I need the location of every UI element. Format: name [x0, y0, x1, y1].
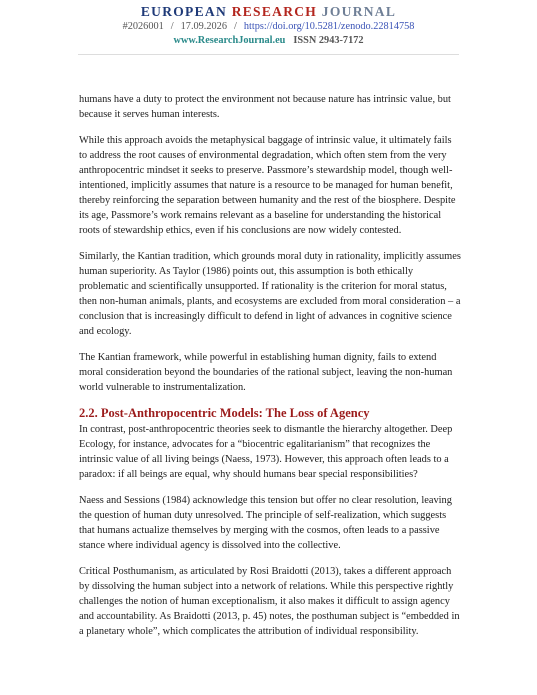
issn: ISSN 2943-7172 [293, 35, 364, 46]
journal-title [0, 4, 537, 20]
paragraph: Critical Posthumanism, as articulated by Rosi Braidotti (2013), takes a different approach by dissolving the human subject into a network of relations. While this perspective rightly challenges the notion of human exceptionalism, it also makes it difficult to assign agency and accountability. As Braidotti (2013, p. 45) notes, the posthuman subject is “embedded in a planetary whole”, which complicates the attribution of individual responsibility. [79, 566, 460, 637]
header-divider [78, 54, 459, 55]
paragraph: While this approach avoids the metaphysical baggage of intrinsic value, it ultimately fails to address the root causes of environmental degradation, which often stem from the very anthropocentric mindset it seeks to preserve. Passmore’s stewardship model, though well-intentioned, implicitly assumes that nature is a resource to be managed for human benefit, thereby reinforcing the separation between humanity and the rest of the biosphere. Despite its age, Passmore’s work remains relevant as a baseline for understanding the historical roots of stewardship ethics, even if his conclusions are now widely contested. [79, 135, 456, 236]
article-id: #2026001 [122, 21, 164, 32]
doi-link[interactable]: https://doi.org/10.5281/zenodo.22814758 [243, 21, 415, 32]
article-meta-line [0, 21, 537, 32]
journal-title-word-research: RESEARCH [231, 4, 318, 19]
section-heading: 2.2. Post-Anthropocentric Models: The Loss of Agency [79, 406, 370, 420]
journal-title-word-european: EUROPEAN [140, 4, 227, 19]
meta-separator: / [233, 21, 237, 32]
website-link[interactable]: www.ResearchJournal.eu [173, 35, 286, 46]
paragraph: humans have a duty to protect the environment not because nature has intrinsic value, but because it serves human interests. [79, 94, 451, 120]
journal-title-word-journal: JOURNAL [321, 4, 397, 19]
publication-date: 17.09.2026 [180, 21, 227, 32]
paragraph: Similarly, the Kantian tradition, which grounds moral duty in rationality, implicitly assumes human superiority. As Taylor (1986) points out, this assumption is both ethically problematic and scientifically unsupported. If rationality is the criterion for moral status, then non-human animals, plants, and ecosystems are excluded from moral consideration – a conclusion that is increasingly difficult to defend in light of advances in cognitive science and ecology. [79, 251, 461, 337]
article-body [79, 92, 462, 639]
paragraph: In contrast, post-anthropocentric theories seek to dismantle the hierarchy altogether. Deep Ecology, for instance, advocates for a “biocentric egalitarianism” that recognizes the intrinsic value of all living beings (Naess, 1973). However, this approach often leads to a paradox: if all beings are equal, why should humans bear special responsibilities? [79, 424, 453, 480]
paragraph: The Kantian framework, while powerful in establishing human dignity, fails to extend moral consideration beyond the boundaries of the rational subject, leaving the non-human world vulnerable to instrumentalization. [79, 352, 453, 393]
site-line [0, 35, 537, 46]
meta-separator: / [170, 21, 174, 32]
paragraph: Naess and Sessions (1984) acknowledge this tension but offer no clear resolution, leaving the question of human duty unresolved. The principle of self-realization, which suggests that humans actualize themselves by merging with the cosmos, often leads to a passive stance where individual agency is dissolved into the collective. [79, 495, 452, 551]
